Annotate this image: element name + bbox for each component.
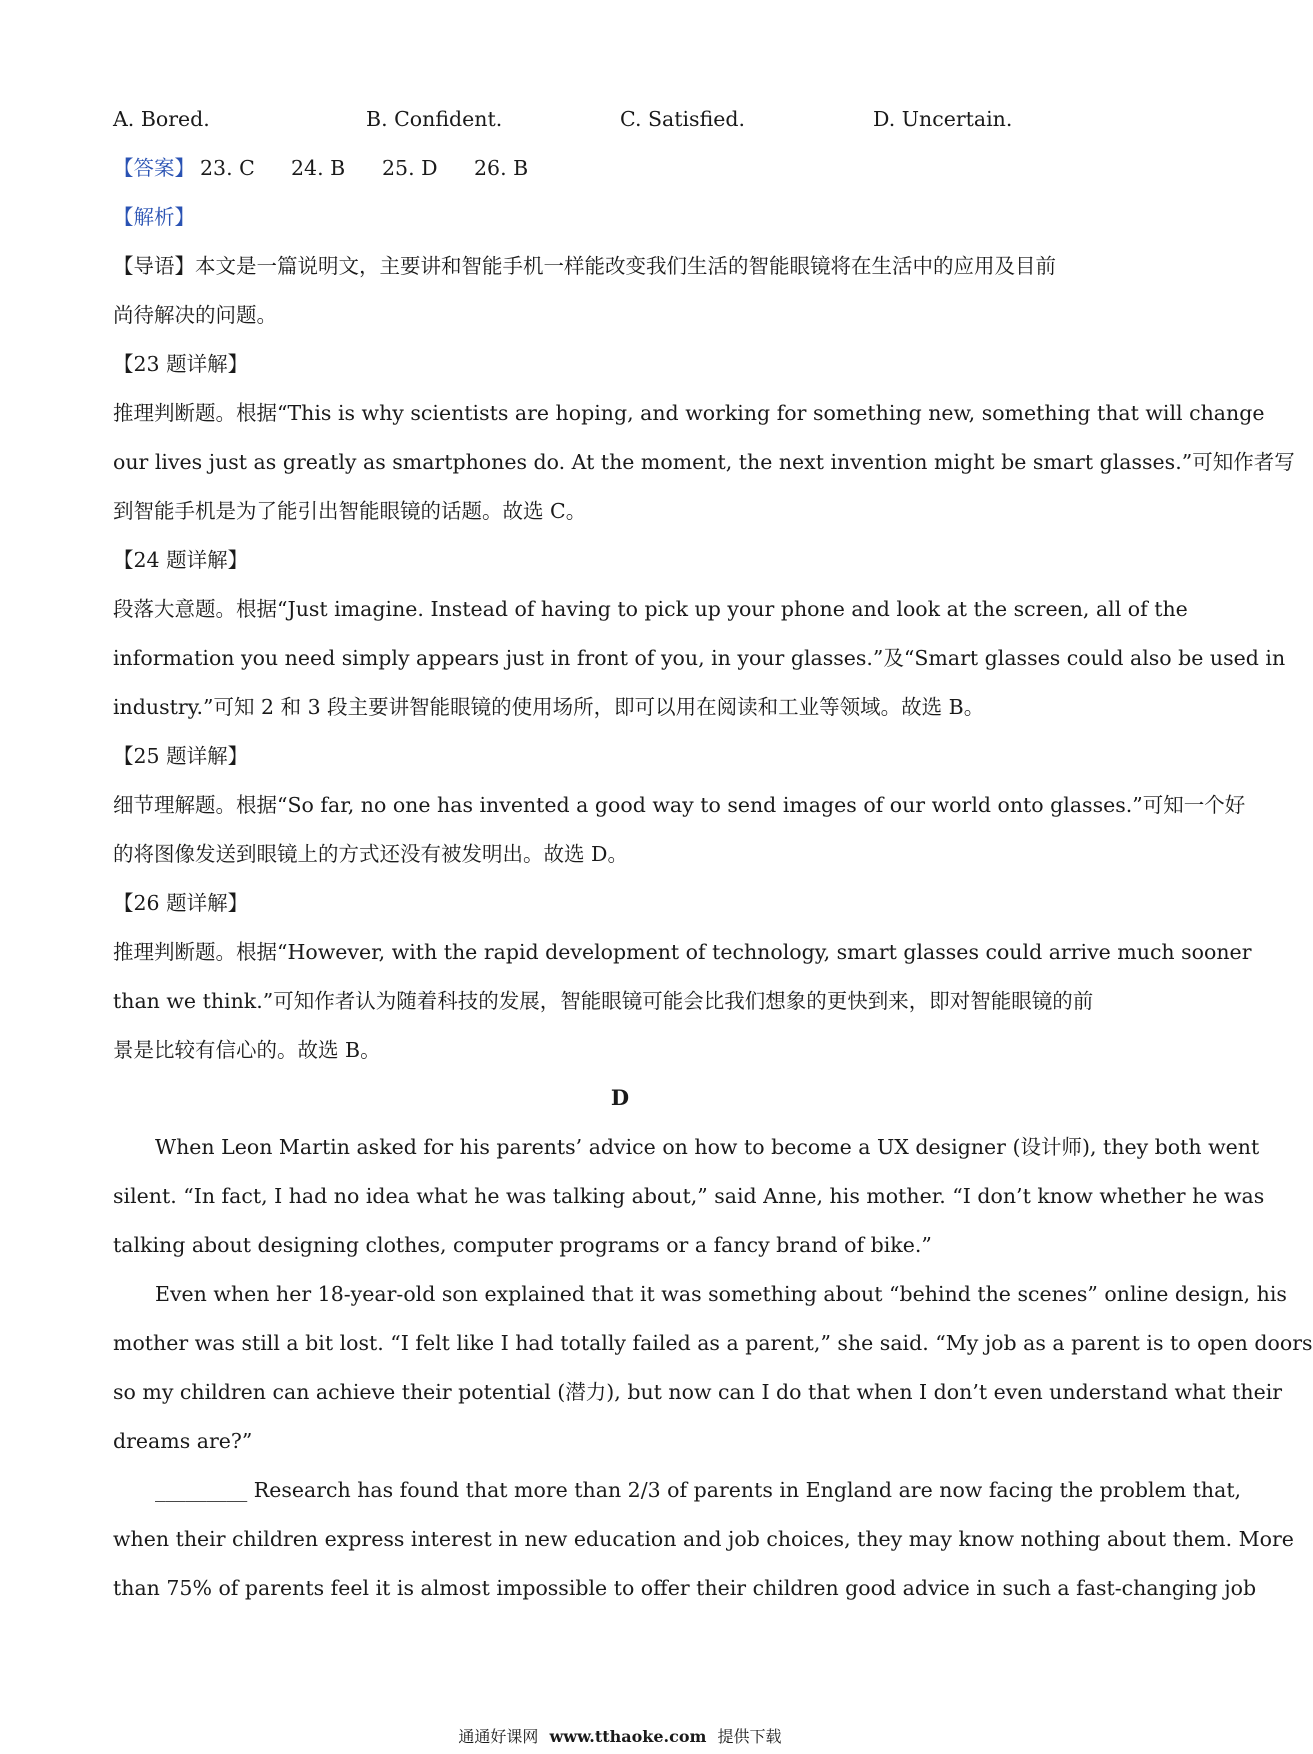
explanation-line: 推理判断题。根据“This is why scientists are hoping, and working for something new, something that will change: [113, 401, 1265, 425]
section-title: D: [610, 1085, 630, 1110]
explanation-line: 景是比较有信心的。故选 B。: [113, 1038, 381, 1062]
explanation-line: 段落大意题。根据“Just imagine. Instead of having to pick up your phone and look at the screen, all of the: [113, 597, 1188, 621]
explanation-line: 的将图像发送到眼镜上的方式还没有被发明出。故选 D。: [113, 842, 628, 866]
passage-line: dreams are?”: [113, 1429, 253, 1453]
explanation-line: 细节理解题。根据“So far, no one has invented a good way to send images of our world onto glasses.”可知一个好: [113, 793, 1246, 817]
passage-line: talking about designing clothes, computer programs or a fancy brand of bike.”: [113, 1233, 932, 1257]
footer-site-name: 通通好课网: [458, 1727, 539, 1746]
option-b: B. Confident.: [366, 107, 503, 131]
footer-link[interactable]: www.tthaoke.com: [549, 1727, 707, 1746]
explanation-line: 【导语】本文是一篇说明文，主要讲和智能手机一样能改变我们生活的智能眼镜将在生活中的应用及目前: [113, 254, 1056, 278]
passage-line: than 75% of parents feel it is almost impossible to offer their children good advice in such a fast-changing job: [113, 1576, 1257, 1600]
passage-line: mother was still a bit lost. “I felt like I had totally failed as a parent,” she said. “My job as a parent is to open doors: [113, 1331, 1313, 1355]
question-heading-26: 【26 题详解】: [113, 891, 249, 915]
explanation-line: 尚待解决的问题。: [113, 303, 277, 327]
question-heading-25: 【25 题详解】: [113, 744, 249, 768]
passage-line: Even when her 18-year-old son explained that it was something about “behind the scenes” online design, his: [155, 1282, 1287, 1306]
option-d: D. Uncertain.: [873, 107, 1013, 131]
question-heading-24: 【24 题详解】: [113, 548, 249, 572]
explanation-line: industry.”可知 2 和 3 段主要讲智能眼镜的使用场所，即可以用在阅读和工业等领域。故选 B。: [113, 695, 985, 719]
explanation-line: 到智能手机是为了能引出智能眼镜的话题。故选 C。: [113, 499, 587, 523]
analysis-tag: 【解析】: [113, 205, 195, 229]
answer-26: 26. B: [474, 156, 529, 180]
passage-line: silent. “In fact, I had no idea what he was talking about,” said Anne, his mother. “I don’t know whether he was: [113, 1184, 1265, 1208]
passage-line: _________ Research has found that more than 2/3 of parents in England are now facing the problem that,: [155, 1478, 1242, 1502]
page-footer: [0, 1726, 1240, 1748]
explanation-line: our lives just as greatly as smartphones do. At the moment, the next invention might be smart glasses.”可知作者写: [113, 450, 1295, 474]
answer-24: 24. B: [291, 156, 346, 180]
passage-line: When Leon Martin asked for his parents’ advice on how to become a UX designer (设计师), they both went: [155, 1135, 1260, 1159]
footer-download-text: 提供下载: [717, 1727, 782, 1746]
answer-tag: 【答案】: [113, 156, 195, 180]
explanation-line: than we think.”可知作者认为随着科技的发展，智能眼镜可能会比我们想象的更快到来，即对智能眼镜的前: [113, 989, 1094, 1013]
answer-23: 23. C: [200, 156, 255, 180]
option-a: A. Bored.: [113, 107, 210, 131]
passage-line: when their children express interest in new education and job choices, they may know nothing about them. More: [113, 1527, 1294, 1551]
passage-line: so my children can achieve their potential (潜力), but now can I do that when I don’t even understand what their: [113, 1380, 1283, 1404]
question-heading-23: 【23 题详解】: [113, 352, 249, 376]
option-c: C. Satisfied.: [620, 107, 746, 131]
explanation-line: information you need simply appears just in front of you, in your glasses.”及“Smart glasses could also be used in: [113, 646, 1286, 670]
answer-25: 25. D: [382, 156, 438, 180]
explanation-line: 推理判断题。根据“However, with the rapid development of technology, smart glasses could arrive much sooner: [113, 940, 1252, 964]
